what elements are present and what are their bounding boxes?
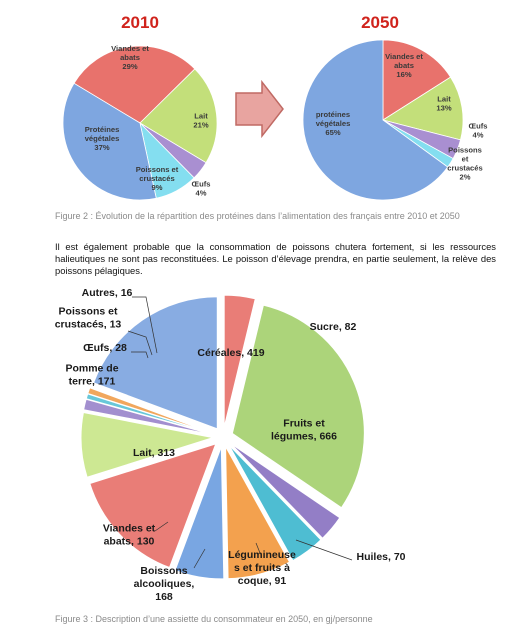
plate-label-boissons: Boissons alcooliques, 168: [133, 565, 195, 603]
pie-2050-label-lait: Lait 13%: [436, 94, 452, 113]
figure-2-pie-charts: [0, 0, 525, 220]
plate-label-poissons-et: Poissons et crustacés, 13: [54, 305, 122, 331]
pie-2010-label-lait: Lait 21%: [193, 111, 209, 130]
figure-2-caption: Figure 2 : Évolution de la répartition des protéines dans l’alimentation des français entre 2010 et 2050: [55, 211, 460, 221]
plate-label-fruits-et: Fruits et légumes, 666: [271, 417, 337, 443]
pie-2010-label-viandes-et: Viandes et abats 29%: [111, 44, 149, 71]
plate-label-legumineuse: Légumineuse s et fruits à coque, 91: [228, 549, 296, 587]
pie-2010: [63, 44, 217, 200]
pie-2010-label-oeufs: Œufs 4%: [191, 179, 211, 198]
pie-2010-label-proteines: Protéines végétales 37%: [84, 125, 120, 152]
right-arrow-icon: [236, 82, 283, 136]
plate-label-lait-313: Lait, 313: [132, 447, 176, 459]
figure-3-caption: Figure 3 : Description d’une assiette du consommateur en 2050, en gj/personne: [55, 614, 373, 624]
pie-2010-title: 2010: [121, 13, 159, 32]
plate-label-autres-16: Autres, 16: [81, 287, 133, 299]
pie-2010-label-poissons-et: Poissons et crustacés 9%: [135, 165, 179, 192]
plate-label-viandes-et: Viandes et abats, 130: [102, 522, 156, 548]
pie-2050-label-proteines: protéines végétales 65%: [315, 110, 351, 137]
plate-label-huiles-70: Huiles, 70: [356, 551, 406, 563]
pie-2050-title: 2050: [361, 13, 399, 32]
pie-2050: [303, 40, 487, 200]
body-paragraph: Il est également probable que la consommation de poissons chutera fortement, si les ressources halieutiques ne sont pas reconstituées. Le poisson d’élevage prendra, en partie seulement, la relève des poissons pélagiques.: [55, 241, 496, 276]
pie-2050-label-viandes-et: Viandes et abats 16%: [385, 52, 423, 79]
plate-label-sucre-82: Sucre, 82: [309, 321, 357, 333]
plate-pie: [55, 287, 406, 603]
plate-label-oeufs-28: Œufs, 28: [83, 342, 127, 354]
plate-label-cereales-419: Céréales, 419: [197, 347, 265, 359]
pie-2050-label-poissons: Poissons et crustacés 2%: [447, 145, 483, 182]
figure-3-pie-chart: [0, 285, 525, 605]
pie-2050-label-oeufs: Œufs 4%: [468, 121, 488, 140]
plate-label-pomme-de: Pomme de terre, 171: [65, 362, 119, 388]
